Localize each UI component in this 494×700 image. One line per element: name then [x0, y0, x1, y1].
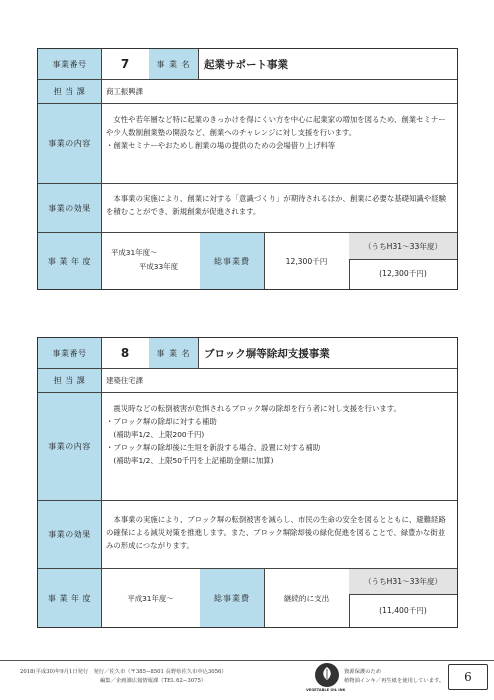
- content-line: 女性や若年層など特に起業のきっかけを得にくい方を中心に起業家の増加を図るため、創業セミナーや少人数制創業塾の開設など、創業へのチャレンジに対し支援を行います。: [106, 115, 446, 137]
- content-line: ・創業セミナーやおためし創業の場の提供のための会場借り上げ料等: [106, 141, 336, 150]
- header-row: [38, 49, 457, 79]
- content-label: 事業の内容: [38, 104, 102, 183]
- year-label: 事 業 年 度: [38, 569, 102, 627]
- project-number: 8: [101, 338, 150, 368]
- year-start: 平成31年度～: [127, 593, 174, 603]
- content-label: 事業の内容: [38, 393, 102, 500]
- eco-note-1: 資源保護のため: [344, 669, 382, 675]
- sub-cost-value: (11,400千円): [379, 605, 427, 615]
- leaf-icon: [315, 663, 339, 687]
- header-row: [38, 338, 457, 368]
- content-line: ・ブロック塀の除却に対する補助: [106, 417, 217, 426]
- effect-row: [38, 183, 457, 232]
- project-name: ブロック塀等除却支援事業: [204, 347, 330, 360]
- sub-cost-value: (12,300千円): [379, 269, 427, 278]
- project-number-label: 事業番号: [38, 49, 102, 79]
- effect-row: [38, 500, 457, 568]
- project-number: 7: [101, 49, 150, 79]
- content-text: [106, 402, 449, 467]
- dept-label: 担 当 課: [38, 80, 102, 103]
- year-cost-row: [38, 568, 457, 627]
- sub-range-label: （うちH31～33年度）: [349, 569, 457, 595]
- content-line: (補助率1/2、上限200千円): [106, 430, 205, 439]
- dept-value: 建築住宅課: [106, 376, 143, 385]
- cost-value: 12,300千円: [264, 233, 350, 289]
- cost-label: 総事業費: [200, 233, 265, 289]
- eco-note-2: 植物油インキ／再生紙を使用しています。: [344, 678, 445, 684]
- project-card-8: [37, 337, 458, 628]
- effect-label: 事業の効果: [38, 501, 102, 568]
- cost-value: 継続的に支出: [264, 569, 350, 627]
- effect-text: 本事業の実施により、創業に対する「意識づくり」が期待されるほか、創業に必要な基礎知識や経験を積むことができ、新規創業が促進されます。: [106, 194, 446, 216]
- footer-editor: 編集／企画課広報情報課（TEL 62−3075）: [100, 678, 207, 684]
- year-value: [101, 233, 201, 289]
- vegetable-oil-ink-text: VEGETABLE OIL INK: [306, 688, 346, 692]
- year-label: 事 業 年 度: [38, 233, 102, 289]
- page-number: 6: [448, 664, 488, 690]
- dept-value: 商工振興課: [106, 87, 143, 96]
- content-line: ・ブロック塀の除却後に生垣を新設する場合、設置に対する補助: [106, 443, 321, 452]
- year-value: [101, 569, 201, 627]
- dept-row: [38, 79, 457, 103]
- project-name-label: 事 業 名: [149, 338, 199, 368]
- content-text: [106, 113, 449, 152]
- content-line: (補助率1/2、上限50千円を上記補助金額に加算): [106, 456, 274, 465]
- project-name-label: 事 業 名: [149, 49, 199, 79]
- dept-row: [38, 368, 457, 392]
- project-card-7: [37, 48, 458, 290]
- year-cost-row: [38, 232, 457, 289]
- content-line: 震災時などの転倒被害が危惧されるブロック塀の除却を行う者に対し支援を行います。: [106, 404, 401, 413]
- year-end: 平成33年度: [139, 262, 178, 271]
- project-number-label: 事業番号: [38, 338, 102, 368]
- content-row: [38, 392, 457, 500]
- cost-label: 総事業費: [200, 569, 265, 627]
- vegetable-oil-ink-logo: [315, 663, 339, 687]
- effect-label: 事業の効果: [38, 184, 102, 232]
- footer-divider: [0, 660, 494, 661]
- content-row: [38, 103, 457, 183]
- dept-label: 担 当 課: [38, 369, 102, 392]
- footer-publisher: 2018(平成30)年9月1日発行 発行／佐久市（〒385−8501 長野県佐久市中込3056）: [20, 669, 227, 675]
- sub-range-label: （うちH31～33年度）: [349, 233, 457, 260]
- effect-text: 本事業の実施により、ブロック塀の転倒被害を減らし、市民の生命の安全を図るとともに、避難経路の確保による減災対策を推進します。また、ブロック塀除却後の緑化促進を図ることで、緑豊かな街並みの形成につながります。: [106, 515, 446, 550]
- project-name: 起業サポート事業: [204, 58, 288, 71]
- year-start: 平成31年度～: [111, 248, 158, 257]
